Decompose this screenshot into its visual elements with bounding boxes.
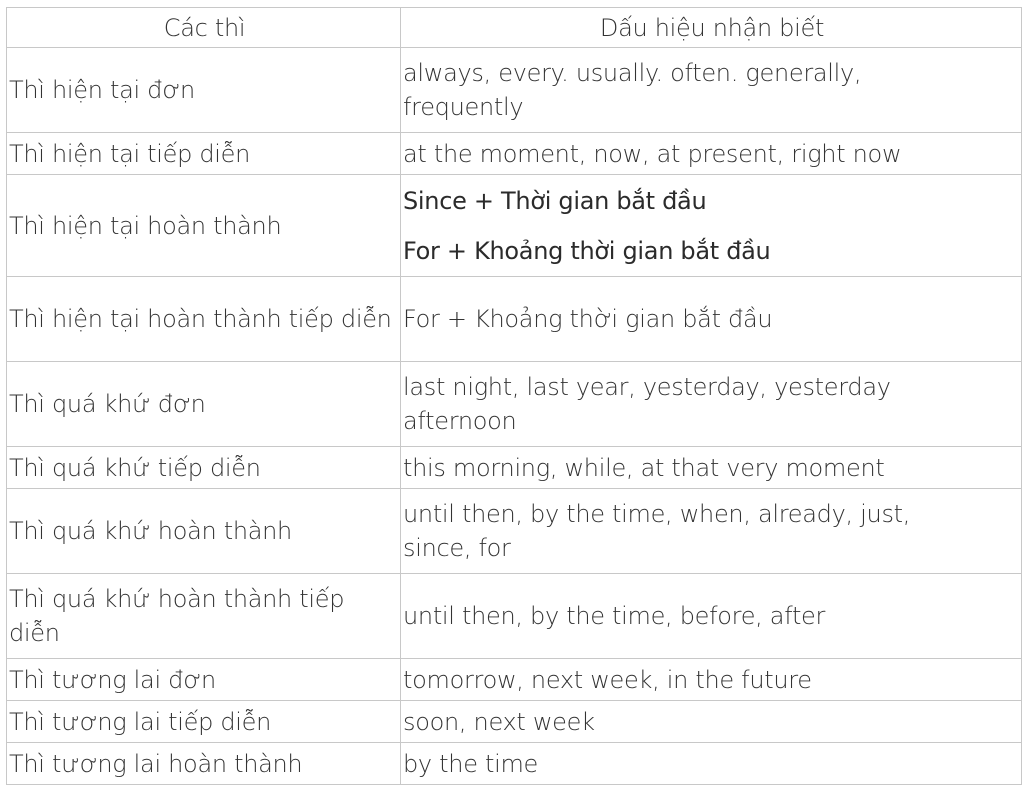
header-signs: Dấu hiệu nhận biết <box>401 8 1022 48</box>
signs-cell <box>401 48 1022 133</box>
table-header-row <box>7 8 1022 48</box>
table-row <box>7 277 1022 362</box>
signs-cell <box>401 175 1022 277</box>
table-row <box>7 659 1022 701</box>
tense-cell: Thì hiện tại đơn <box>7 48 401 133</box>
signs-cell <box>401 133 1022 175</box>
signs-line: last night, last year, yesterday, yesterday <box>403 373 891 401</box>
tense-cell: Thì quá khứ hoàn thành <box>7 489 401 574</box>
tense-cell: Thì tương lai tiếp diễn <box>7 701 401 743</box>
tense-cell: Thì hiện tại tiếp diễn <box>7 133 401 175</box>
signs-cell <box>401 277 1022 362</box>
table-row <box>7 743 1022 785</box>
signs-line: frequently <box>403 93 524 121</box>
signs-line: by the time <box>403 749 539 778</box>
signs-line: since, for <box>403 534 511 562</box>
table-row <box>7 447 1022 489</box>
tense-cell: Thì quá khứ hoàn thành tiếp diễn <box>7 574 401 659</box>
tense-cell: Thì hiện tại hoàn thành tiếp diễn <box>7 277 401 362</box>
signs-cell <box>401 362 1022 447</box>
signs-line: For + Khoảng thời gian bắt đầu <box>403 305 773 333</box>
signs-line: afternoon <box>403 407 517 435</box>
table-row <box>7 489 1022 574</box>
signs-cell <box>401 447 1022 489</box>
table-row <box>7 133 1022 175</box>
signs-cell <box>401 743 1022 785</box>
table-row <box>7 701 1022 743</box>
header-tenses: Các thì <box>7 8 401 48</box>
signs-cell <box>401 659 1022 701</box>
signs-line: until then, by the time, before, after <box>403 602 826 630</box>
signs-line: this morning, while, at that very moment <box>403 453 885 482</box>
signs-line: always, every. usually. often. generally, <box>403 59 862 87</box>
table-row <box>7 362 1022 447</box>
tense-cell: Thì hiện tại hoàn thành <box>7 175 401 277</box>
signs-line: soon, next week <box>403 707 595 736</box>
signs-line: at the moment, now, at present, right now <box>403 139 902 168</box>
table-row <box>7 175 1022 277</box>
table-row <box>7 574 1022 659</box>
signs-cell <box>401 574 1022 659</box>
table-row <box>7 48 1022 133</box>
signs-line-since: Since + Thời gian bắt đầu <box>403 186 707 215</box>
signs-line: until then, by the time, when, already, just, <box>403 500 911 528</box>
signs-cell <box>401 701 1022 743</box>
tense-cell: Thì tương lai hoàn thành <box>7 743 401 785</box>
signs-cell <box>401 489 1022 574</box>
tense-cell: Thì tương lai đơn <box>7 659 401 701</box>
tense-cell: Thì quá khứ tiếp diễn <box>7 447 401 489</box>
tense-signals-table <box>6 7 1022 785</box>
signs-line: tomorrow, next week, in the future <box>403 665 812 694</box>
signs-line-for: For + Khoảng thời gian bắt đầu <box>403 236 771 265</box>
tense-cell: Thì quá khứ đơn <box>7 362 401 447</box>
